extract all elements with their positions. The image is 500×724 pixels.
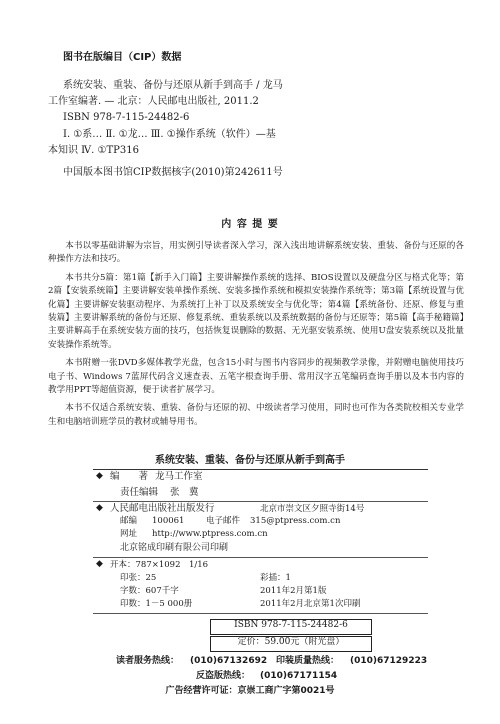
publisher-name: 人民邮电出版社出版发行 — [110, 503, 215, 514]
price-label: 定价：59.00元（附光盘） — [237, 637, 345, 647]
insert-count: 彩插：1 — [260, 573, 291, 583]
print-run: 印数：1－5 000册 — [120, 599, 193, 609]
summary-paragraph: 本书附赠一张DVD多媒体教学光盘，包含15小时与图书内容同步的视频教学录像，并附赠电脑使用技巧电子书、Windows 7蓝屏代码含义速查表、五笔字根查询手册、常用汉字五笔编码查询手册以及本书内容的教学用PPT等超值资源，便于读者扩展学习。 — [48, 358, 464, 396]
colophon-book-title: 系统安装、重装、备份与还原从新手到高手 — [155, 455, 345, 466]
cip-heading: 图书在版编目（CIP）数据 — [63, 52, 182, 63]
divider — [93, 557, 428, 558]
hotline-number: (010)67171154 — [260, 671, 338, 681]
cip-line: 系统安装、重装、备份与还原从新手到高手 / 龙马 — [63, 80, 283, 91]
format: 开本：787×1092 1/16 — [110, 560, 209, 570]
website-label: 网址 — [120, 529, 138, 539]
printing: 2011年2月北京第1次印刷 — [260, 599, 361, 609]
colophon-author-marker: ◆ — [96, 471, 103, 481]
hotline-number: (010)67129223 — [350, 656, 428, 666]
divider — [93, 613, 428, 614]
word-count: 字数：607千字 — [120, 586, 179, 596]
hotline-label: 反盗版热线： — [196, 671, 251, 681]
editor-label: 责任编辑 — [120, 487, 159, 498]
summary-body — [48, 240, 464, 434]
ad-license: 广告经营许可证：京崇工商广字第0021号 — [165, 686, 335, 696]
author-name: 龙马工作室 — [155, 471, 203, 482]
summary-title: 内 容 提 要 — [221, 219, 279, 230]
cip-line: 本知识 Ⅳ. ①TP316 — [48, 145, 139, 156]
cip-isbn: ISBN 978-7-115-24482-6 — [63, 112, 190, 123]
publisher-address: 北京市崇文区夕照寺街14号 — [260, 504, 365, 514]
divider — [93, 501, 428, 502]
colophon-publisher-marker: ◆ — [96, 503, 103, 513]
colophon-spec-marker: ◆ — [96, 559, 103, 569]
cip-line: Ⅰ. ①系… Ⅱ. ①龙… Ⅲ. ①操作系统（软件）—基 — [63, 129, 276, 140]
sheets: 印张：25 — [120, 573, 157, 583]
website-value: http://www.ptpress.com.cn — [152, 529, 268, 539]
cip-line: 工作室编著. — 北京：人民邮电出版社, 2011.2 — [48, 96, 259, 107]
postcode-label: 邮编 — [120, 516, 138, 526]
divider — [93, 469, 428, 470]
summary-paragraph: 本书共分5篇：第1篇【新手入门篇】主要讲解操作系统的选择、BIOS设置以及硬盘分区与格式化等；第2篇【安装系统篇】主要讲解安装单操作系统、安装多操作系统和模拟安装操作系统等；第3篇【系统设置与优化篇】主要讲解安装驱动程序、为系统打上补丁以及系统安全与优化等；第4篇【系统备份、还原、修复与重装篇】主要讲解系统的备份与还原、修复系统、重装系统以及系统数据的备份与还原等；第5篇【高手秘籍篇】主要讲解高手在系统安装方面的技巧，包括恢复误删除的数据、无光驱安装系统、使用U盘安装系统以及批量安装操作系统等。 — [48, 272, 464, 350]
postcode-value: 100061 — [152, 516, 185, 526]
hotline-number: (010)67132692 — [190, 656, 268, 666]
summary-paragraph: 本书不仅适合系统安装、重装、备份与还原的初、中级读者学习使用，同时也可作为各类院校相关专业学生和电脑培训班学员的教材或辅导用书。 — [48, 403, 464, 427]
isbn-label: ISBN 978-7-115-24482-6 — [234, 620, 348, 630]
edition: 2011年2月第1版 — [260, 586, 327, 596]
editor-name: 张 冀 — [170, 487, 199, 498]
hotline-label: 读者服务热线： — [116, 656, 180, 666]
summary-paragraph: 本书以零基础讲解为宗旨，用实例引导读者深入学习，深入浅出地讲解系统安装、重装、备份与还原的各种操作方法和技巧。 — [48, 241, 464, 265]
email-label: 电子邮件 — [206, 516, 241, 526]
email-value: 315@ptpress.com.cn — [250, 516, 341, 526]
cip-library-number: 中国版本图书馆CIP数据核字(2010)第242611号 — [63, 167, 283, 178]
printer: 北京铭成印刷有限公司印刷 — [120, 543, 229, 553]
hotline-label: 印装质量热线： — [276, 656, 340, 666]
author-label: 编 著 — [110, 471, 149, 482]
